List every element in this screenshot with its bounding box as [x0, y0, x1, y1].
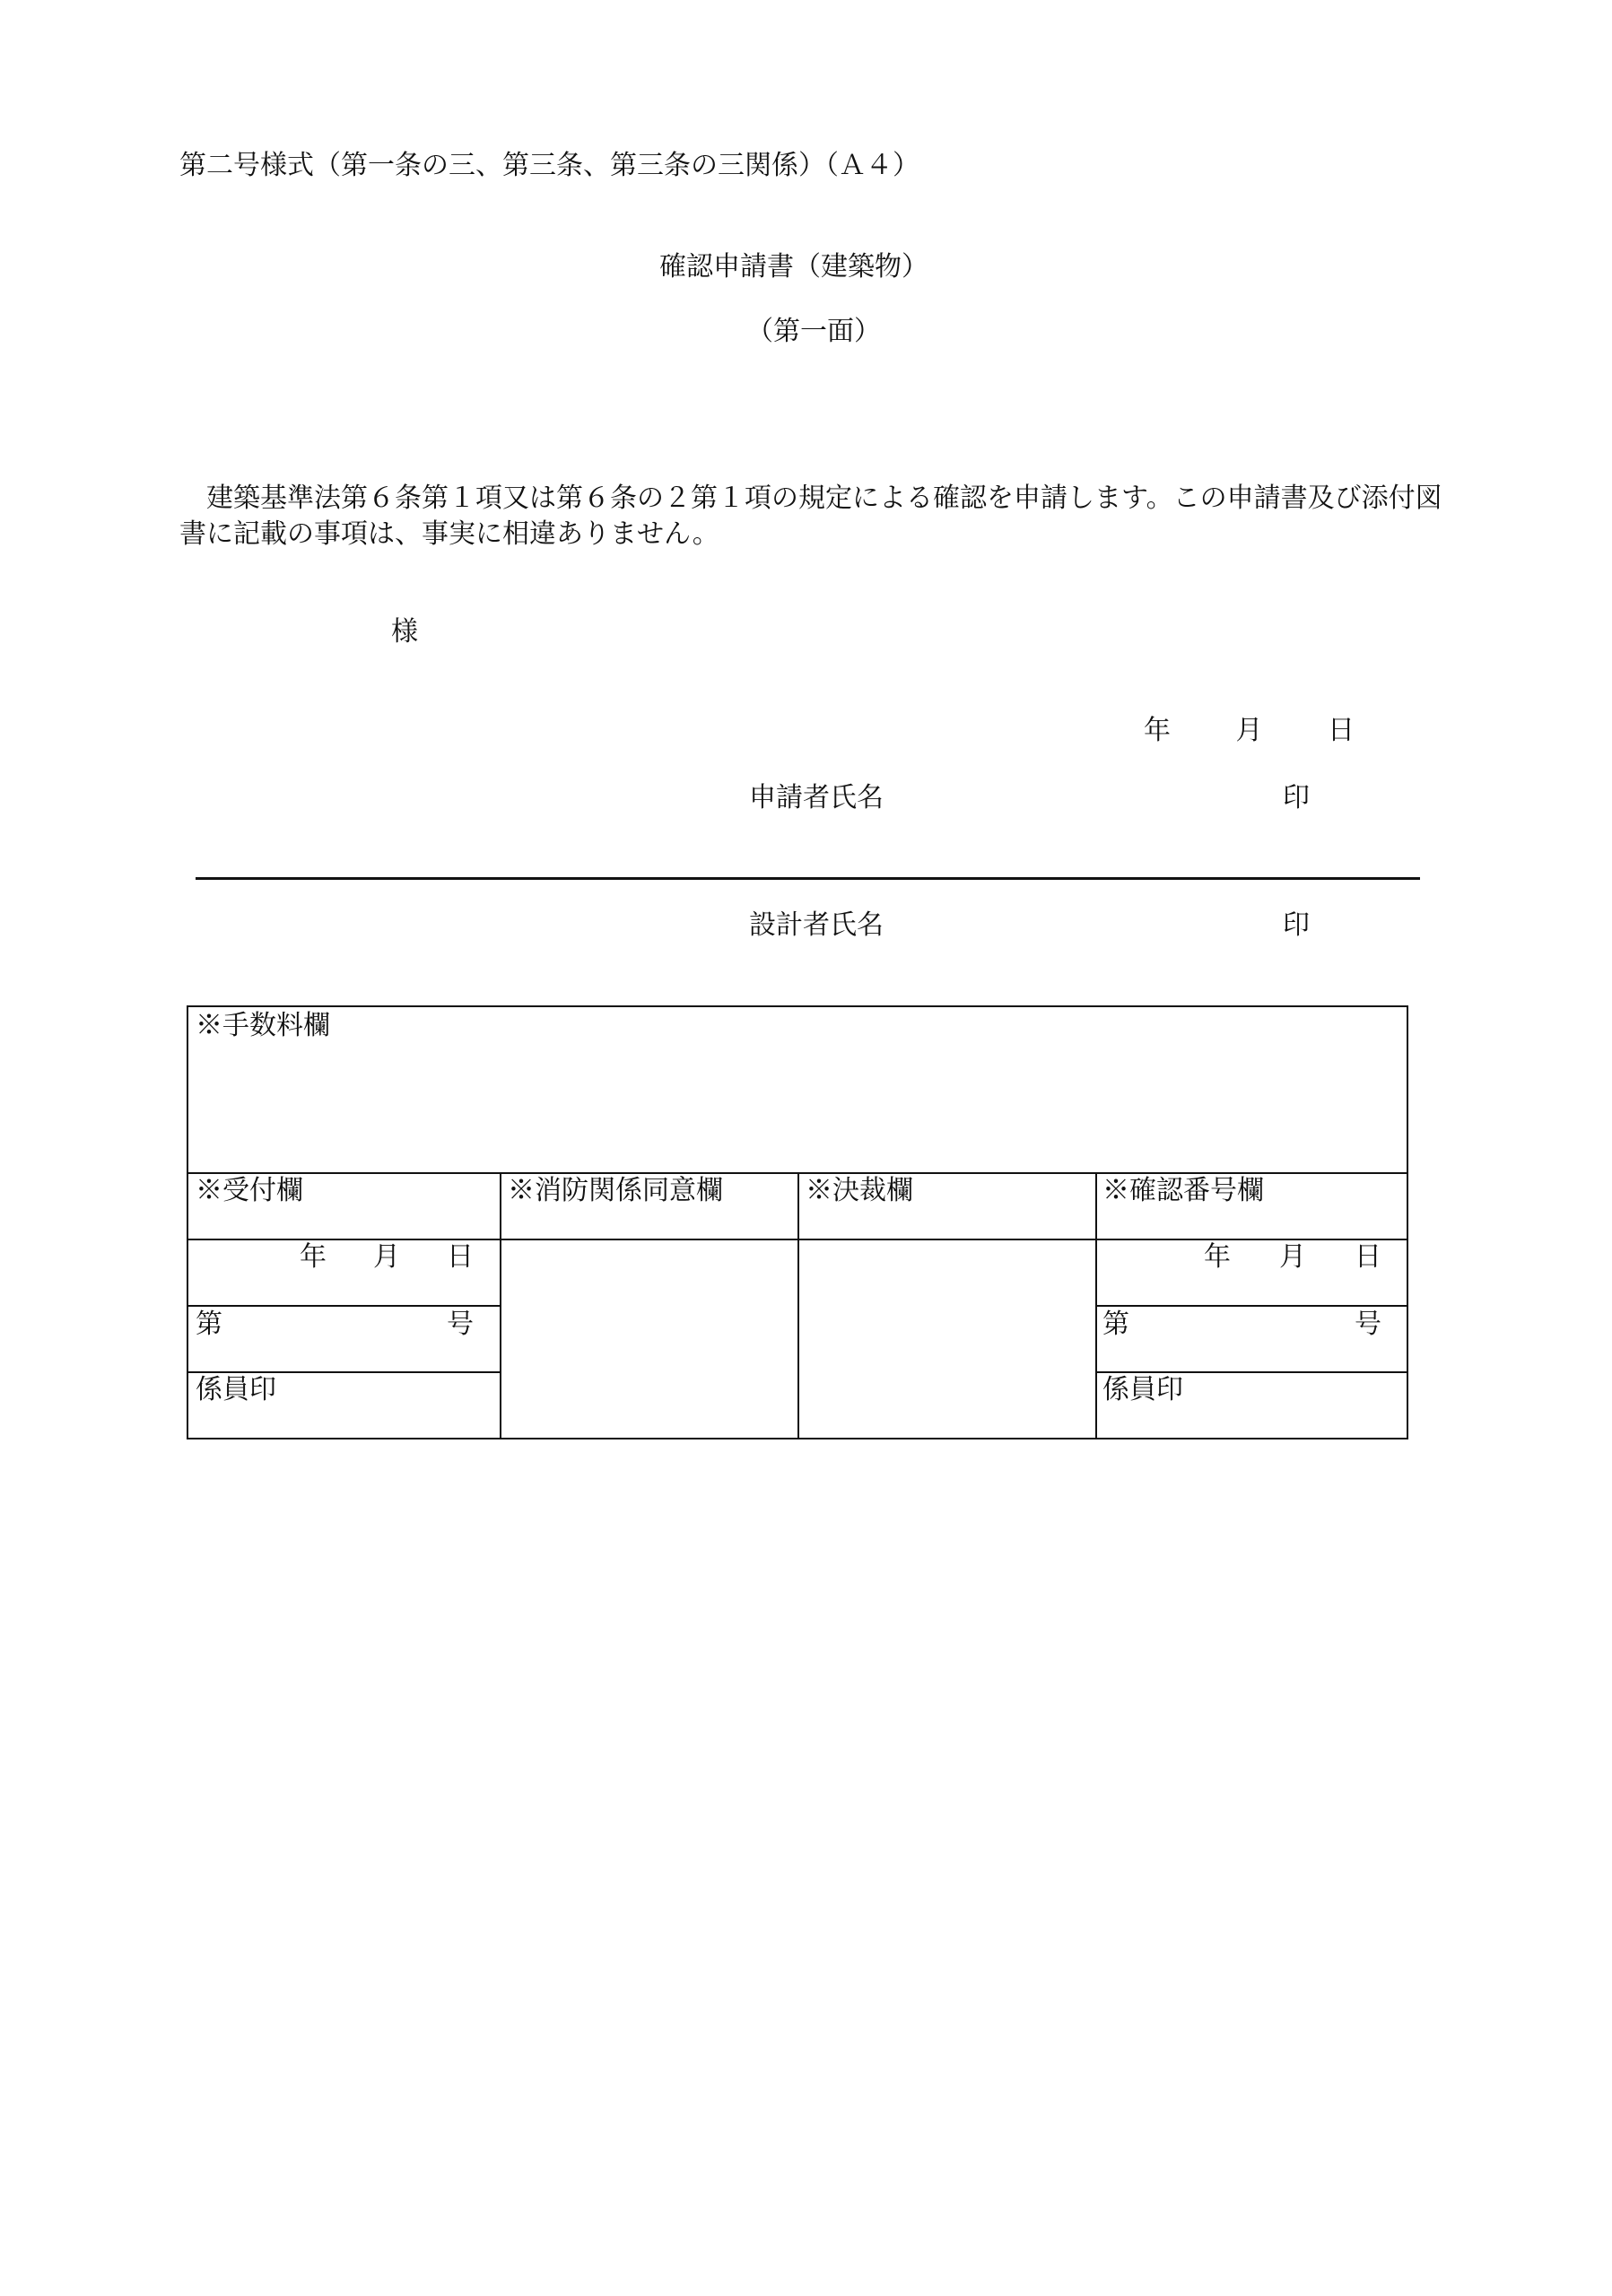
confirmation-staff-seal-label: 係員印 — [1102, 1374, 1183, 1405]
document-title: 確認申請書（建築物） — [659, 251, 928, 283]
designer-name-label: 設計者氏名 — [749, 909, 884, 941]
application-date — [1144, 715, 1355, 746]
applicant-seal-mark: 印 — [1283, 782, 1310, 813]
confirmation-date-month: 月 — [1279, 1241, 1306, 1273]
fee-column-label: ※手数料欄 — [196, 1010, 330, 1041]
date-year-label: 年 — [1144, 715, 1171, 746]
reception-date — [300, 1241, 474, 1273]
document-subtitle: （第一面） — [746, 316, 881, 347]
table-row-divider — [188, 1371, 501, 1373]
decision-column-label: ※決裁欄 — [806, 1175, 913, 1206]
reception-date-year: 年 — [300, 1241, 327, 1273]
office-use-table — [187, 1005, 1408, 1439]
reception-column-label: ※受付欄 — [196, 1175, 303, 1206]
declaration-text: 建築基準法第６条第１項又は第６条の２第１項の規定による確認を申請します。この申請書及び添付図書に記載の事項は、事実に相違ありません。 — [179, 483, 1442, 550]
applicant-name-label: 申請者氏名 — [749, 782, 884, 813]
reception-number-prefix: 第 — [196, 1309, 222, 1340]
table-row-divider — [188, 1305, 501, 1307]
table-column-divider — [797, 1172, 799, 1438]
table-row-divider — [1095, 1305, 1407, 1307]
form-number: 第二号様式（第一条の三、第三条、第三条の三関係）（Ａ４） — [179, 150, 919, 181]
reception-date-month: 月 — [373, 1241, 400, 1273]
reception-date-day: 日 — [447, 1241, 474, 1273]
date-month-label: 月 — [1235, 715, 1263, 746]
designer-seal-mark: 印 — [1283, 909, 1310, 941]
table-row-divider — [1095, 1371, 1407, 1373]
confirmation-date-day: 日 — [1355, 1241, 1381, 1273]
fire-consent-column-label: ※消防関係同意欄 — [508, 1175, 723, 1206]
confirmation-number-column-label: ※確認番号欄 — [1102, 1175, 1264, 1206]
confirmation-number-prefix: 第 — [1102, 1309, 1129, 1340]
addressee-honorific: 様 — [391, 616, 418, 648]
applicant-signature-line — [196, 877, 1420, 880]
reception-staff-seal-label: 係員印 — [196, 1374, 276, 1405]
confirmation-date — [1204, 1241, 1381, 1273]
reception-number-suffix: 号 — [447, 1309, 474, 1340]
confirmation-number-suffix: 号 — [1355, 1309, 1381, 1340]
date-day-label: 日 — [1328, 715, 1355, 746]
confirmation-date-year: 年 — [1204, 1241, 1231, 1273]
